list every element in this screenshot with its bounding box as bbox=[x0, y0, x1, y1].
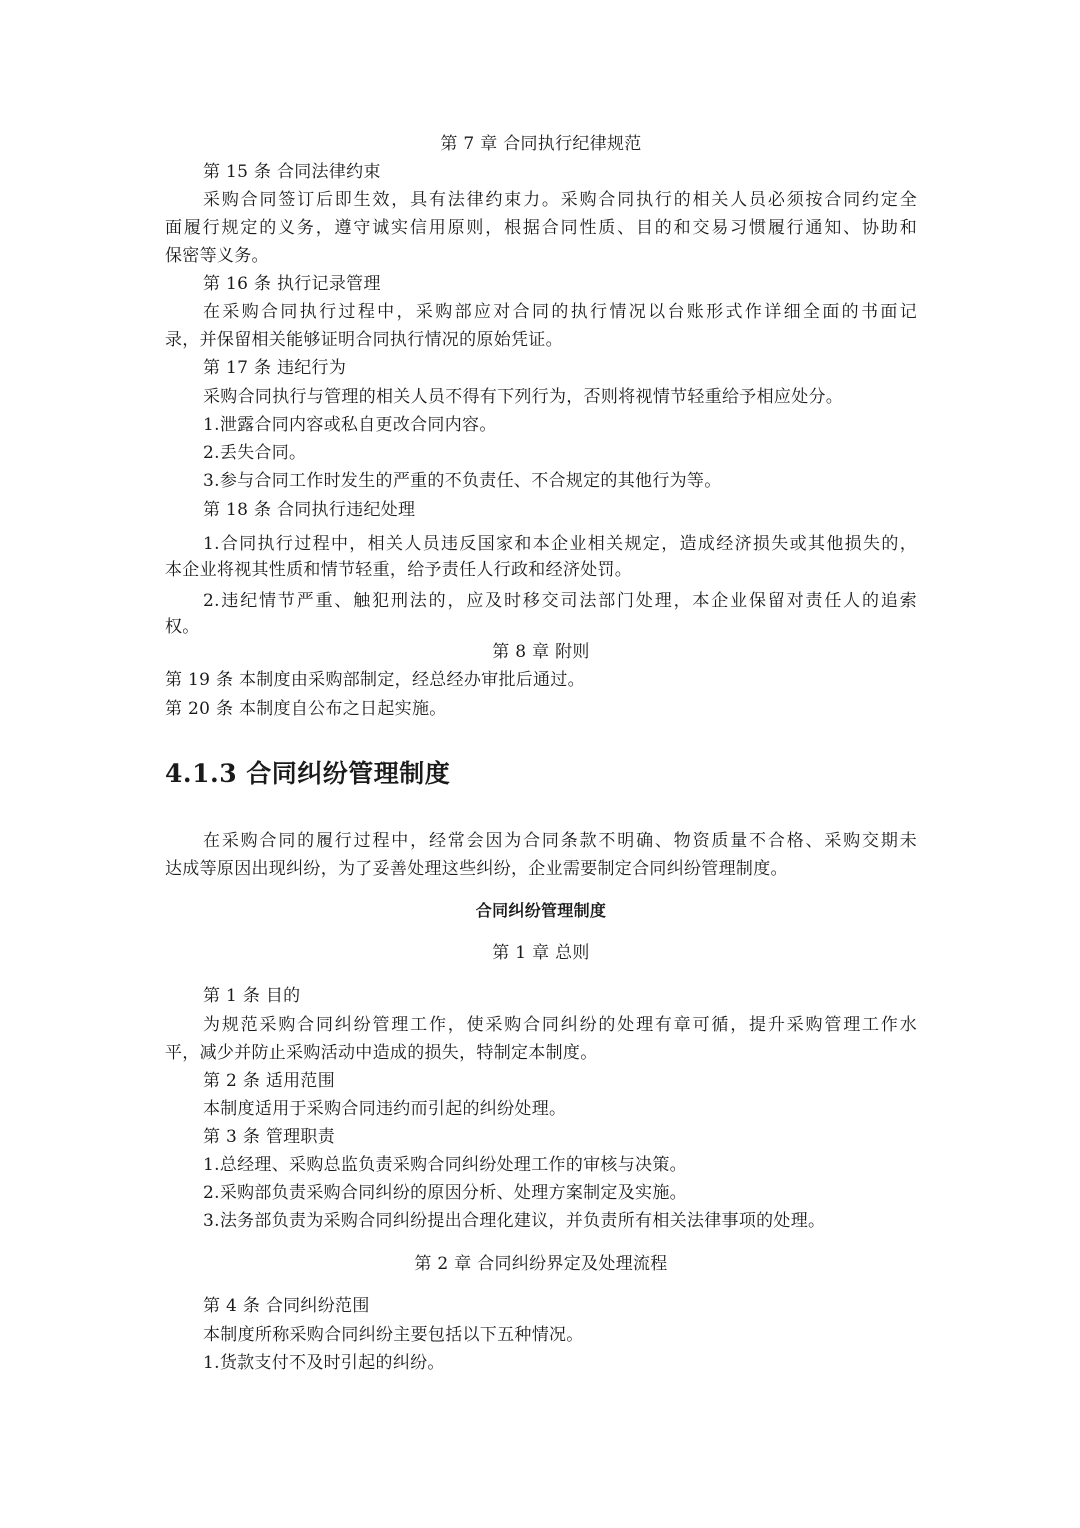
section-heading: 4.1.3 合同纠纷管理制度 bbox=[165, 759, 451, 788]
article-3-item-1: 1.总经理、采购总监负责采购合同纠纷处理工作的审核与决策。 bbox=[203, 1155, 687, 1175]
article-17-item-1: 1.泄露合同内容或私自更改合同内容。 bbox=[203, 415, 497, 435]
article-15-line-1: 采购合同签订后即生效，具有法律约束力。采购合同执行的相关人员必须按合同约定全 bbox=[203, 190, 917, 210]
article-2-title: 第 2 条 适用范围 bbox=[203, 1071, 336, 1091]
article-2-line-1: 本制度适用于采购合同违约而引起的纠纷处理。 bbox=[203, 1099, 567, 1119]
chapter-1-title: 第 1 章 总则 bbox=[492, 943, 590, 963]
article-19: 第 19 条 本制度由采购部制定，经总经办审批后通过。 bbox=[165, 670, 585, 690]
section-intro-line-2: 达成等原因出现纠纷，为了妥善处理这些纠纷，企业需要制定合同纠纷管理制度。 bbox=[165, 859, 788, 879]
chapter-8-title: 第 8 章 附则 bbox=[492, 642, 590, 662]
article-18-item-2-line-2: 权。 bbox=[165, 617, 200, 637]
article-1-title: 第 1 条 目的 bbox=[203, 986, 301, 1006]
article-1-line-2: 平，减少并防止采购活动中造成的损失，特制定本制度。 bbox=[165, 1043, 598, 1063]
article-17-item-2: 2.丢失合同。 bbox=[203, 443, 307, 463]
article-16-line-1: 在采购合同执行过程中，采购部应对合同的执行情况以台账形式作详细全面的书面记 bbox=[203, 302, 917, 322]
article-3-item-3: 3.法务部负责为采购合同纠纷提出合理化建议，并负责所有相关法律事项的处理。 bbox=[203, 1211, 826, 1231]
chapter-2-title: 第 2 章 合同纠纷界定及处理流程 bbox=[414, 1254, 668, 1274]
article-17-item-3: 3.参与合同工作时发生的严重的不负责任、不合规定的其他行为等。 bbox=[203, 471, 722, 491]
article-4-item-1: 1.货款支付不及时引起的纠纷。 bbox=[203, 1353, 445, 1373]
article-15-title: 第 15 条 合同法律约束 bbox=[203, 162, 381, 182]
chapter-7-title: 第 7 章 合同执行纪律规范 bbox=[440, 134, 642, 154]
article-18-item-1-line-2: 本企业将视其性质和情节轻重，给予责任人行政和经济处罚。 bbox=[165, 560, 633, 580]
article-4-line-1: 本制度所称采购合同纠纷主要包括以下五种情况。 bbox=[203, 1325, 584, 1345]
article-16-line-2: 录，并保留相关能够证明合同执行情况的原始凭证。 bbox=[165, 330, 563, 350]
document-title: 合同纠纷管理制度 bbox=[475, 901, 607, 920]
article-16-title: 第 16 条 执行记录管理 bbox=[203, 274, 381, 294]
article-18-item-2-line-1: 2.违纪情节严重、触犯刑法的，应及时移交司法部门处理，本企业保留对责任人的追索 bbox=[203, 591, 917, 611]
section-intro-line-1: 在采购合同的履行过程中，经常会因为合同条款不明确、物资质量不合格、采购交期未 bbox=[203, 831, 917, 851]
article-17-title: 第 17 条 违纪行为 bbox=[203, 358, 347, 378]
article-3-item-2: 2.采购部负责采购合同纠纷的原因分析、处理方案制定及实施。 bbox=[203, 1183, 687, 1203]
article-4-title: 第 4 条 合同纠纷范围 bbox=[203, 1296, 370, 1316]
article-15-line-3: 保密等义务。 bbox=[165, 246, 269, 266]
article-18-title: 第 18 条 合同执行违纪处理 bbox=[203, 500, 416, 520]
article-1-line-1: 为规范采购合同纠纷管理工作，使采购合同纠纷的处理有章可循，提升采购管理工作水 bbox=[203, 1015, 917, 1035]
article-15-line-2: 面履行规定的义务，遵守诚实信用原则，根据合同性质、目的和交易习惯履行通知、协助和 bbox=[165, 218, 917, 238]
article-3-title: 第 3 条 管理职责 bbox=[203, 1127, 336, 1147]
article-17-line-1: 采购合同执行与管理的相关人员不得有下列行为，否则将视情节轻重给予相应处分。 bbox=[203, 387, 844, 407]
article-18-item-1-line-1: 1.合同执行过程中，相关人员违反国家和本企业相关规定，造成经济损失或其他损失的， bbox=[203, 534, 917, 554]
article-20: 第 20 条 本制度自公布之日起实施。 bbox=[165, 699, 447, 719]
